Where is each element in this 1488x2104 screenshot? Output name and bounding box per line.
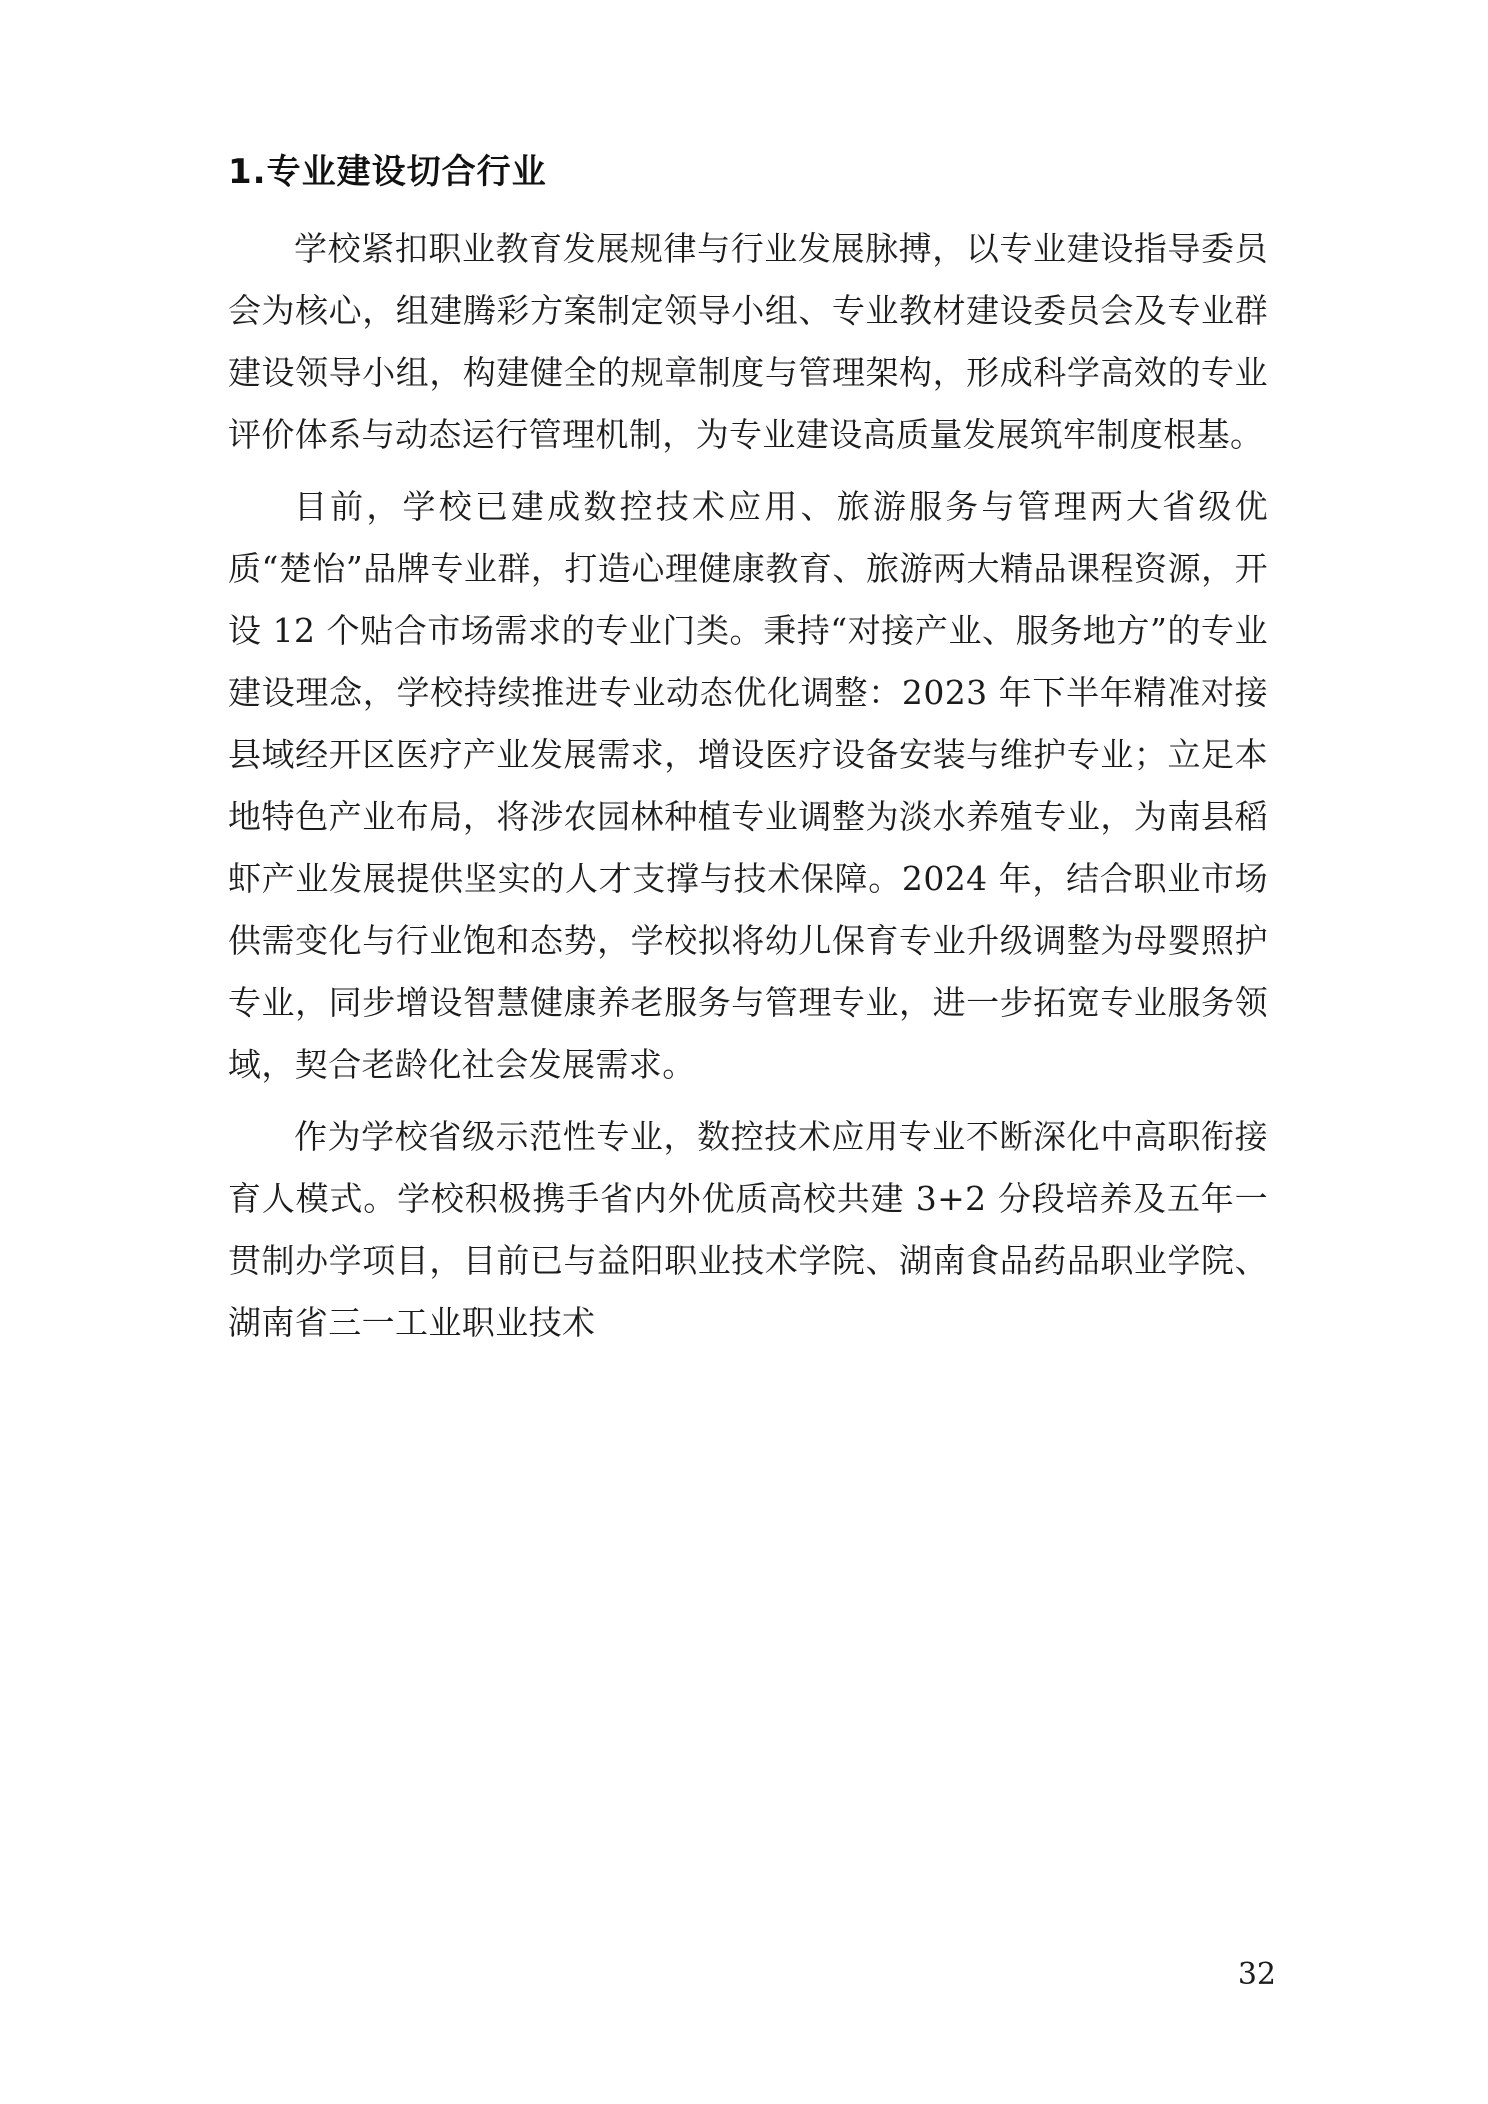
body-paragraph-1: 学校紧扣职业教育发展规律与行业发展脉搏，以专业建设指导委员会为核心，组建腾彩方案制定领导小组、专业教材建设委员会及专业群建设领导小组，构建健全的规章制度与管理架构，形成科学高效的专业评价体系与动态运行管理机制，为专业建设高质量发展筑牢制度根基。: [228, 228, 1268, 454]
page-number: 32: [1237, 1957, 1276, 1992]
section-heading: 1.专业建设切合行业: [228, 152, 547, 192]
page-content: [228, 150, 1268, 1364]
body-paragraph-3: 作为学校省级示范性专业，数控技术应用专业不断深化中高职衔接育人模式。学校积极携手省内外优质高校共建 3+2 分段培养及五年一贯制办学项目，目前已与益阳职业技术学院、湖南食品药品职业学院、湖南省三一工业职业技术: [228, 1116, 1268, 1342]
body-paragraph-2: 目前，学校已建成数控技术应用、旅游服务与管理两大省级优质“楚怡”品牌专业群，打造心理健康教育、旅游两大精品课程资源，开设 12 个贴合市场需求的专业门类。秉持“对接产业、服务地方”的专业建设理念，学校持续推进专业动态优化调整：2023 年下半年精准对接县域经开区医疗产业发展需求，增设医疗设备安装与维护专业；立足本地特色产业布局，将涉农园林种植专业调整为淡水养殖专业，为南县稻虾产业发展提供坚实的人才支撑与技术保障。2024 年，结合职业市场供需变化与行业饱和态势，学校拟将幼儿保育专业升级调整为母婴照护专业，同步增设智慧健康养老服务与管理专业，进一步拓宽专业服务领域，契合老龄化社会发展需求。: [228, 486, 1268, 1084]
